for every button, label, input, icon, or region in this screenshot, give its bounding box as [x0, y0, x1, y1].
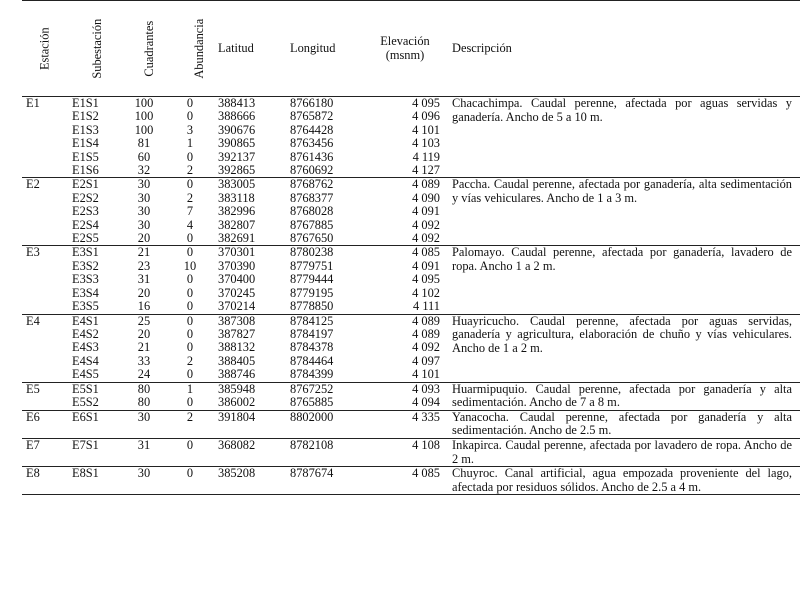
subestacion-cell: E4S1 [66, 314, 120, 328]
latitud-cell: 370214 [218, 299, 256, 314]
abundancia-cell: 0 [186, 326, 194, 341]
elevacion-cell: 4 093 [364, 382, 446, 396]
subestacion-cell: E4S5 [72, 367, 99, 382]
latitud-cell: 388746 [218, 367, 256, 382]
cuadrantes-cell: 20 [137, 231, 151, 246]
station-id-cell [22, 164, 66, 178]
abundancia-cell: 0 [186, 299, 194, 314]
subestacion-cell: E2S1 [66, 178, 120, 192]
latitud-cell: 390676 [218, 122, 256, 137]
description-cell [446, 246, 800, 314]
longitud-cell: 8765872 [290, 109, 334, 124]
cuadrantes-cell: 16 [137, 299, 151, 314]
header-elevacion-unit: (msnm) [385, 47, 425, 62]
latitud-cell: 392865 [218, 163, 256, 178]
longitud-cell: 8778850 [290, 299, 334, 314]
abundancia-cell: 0 [186, 149, 194, 164]
latitud-cell: 388405 [218, 353, 256, 368]
abundancia-cell: 0 [186, 285, 194, 300]
longitud-cell: 8760692 [290, 163, 334, 178]
abundancia-cell: 0 [168, 246, 212, 260]
elevacion-cell: 4 094 [412, 395, 440, 410]
cuadrantes-cell: 30 [120, 178, 168, 192]
subestacion-cell: E2S2 [72, 190, 99, 205]
station-id-cell [22, 192, 66, 205]
cuadrantes-cell: 30 [120, 467, 168, 495]
table-row [22, 178, 800, 192]
cuadrantes-cell: 21 [137, 340, 151, 355]
cuadrantes-cell: 100 [134, 96, 154, 110]
station-id-cell [22, 110, 66, 123]
elevacion-cell: 4 092 [412, 340, 440, 355]
elevacion-cell: 4 103 [412, 136, 440, 151]
longitud-cell: 8768028 [290, 204, 334, 219]
latitud-cell: 383005 [212, 178, 286, 192]
longitud-cell: 8784464 [290, 353, 334, 368]
description-text: Chuyroc. Canal artificial, agua empozada proveniente del lago, afectada por residuos sólidos. Ancho de 2.5 a 4 m. [452, 466, 792, 494]
subestacion-cell: E2S4 [72, 217, 99, 232]
table-row [22, 382, 800, 396]
longitud-cell: 8784125 [286, 314, 364, 328]
header-subestacion: Subestación [90, 18, 105, 79]
cuadrantes-cell: 100 [134, 109, 154, 124]
station-id-cell [22, 328, 66, 341]
elevacion-cell: 4 101 [412, 122, 440, 137]
station-id-cell [22, 341, 66, 354]
longitud-cell: 8802000 [286, 410, 364, 438]
longitud-cell: 8768762 [286, 178, 364, 192]
abundancia-cell: 2 [168, 410, 212, 438]
header-estacion: Estación [37, 27, 52, 70]
station-id-cell [22, 137, 66, 150]
station-id-cell [22, 124, 66, 137]
description-cell [446, 438, 800, 466]
elevacion-cell: 4 089 [412, 326, 440, 341]
station-id-cell [22, 273, 66, 286]
longitud-cell: 8767252 [286, 382, 364, 396]
station-id-cell: E5 [22, 382, 66, 396]
header-elevacion-label: Elevación [380, 34, 430, 49]
longitud-cell: 8768377 [290, 190, 334, 205]
cuadrantes-cell: 31 [120, 438, 168, 466]
station-id-cell [22, 232, 66, 246]
elevacion-cell: 4 108 [364, 438, 446, 466]
description-cell [446, 382, 800, 410]
description-text: Yanacocha. Caudal perenne, afectada por ganadería y alta sedimentación. Ancho de 2.5 m. [452, 409, 792, 438]
longitud-cell: 8787674 [286, 467, 364, 495]
subestacion-cell: E1S2 [72, 109, 99, 124]
longitud-cell: 8766180 [290, 96, 334, 110]
latitud-cell: 385948 [212, 382, 286, 396]
cuadrantes-cell: 30 [120, 410, 168, 438]
longitud-cell: 8765885 [290, 395, 334, 410]
latitud-cell: 368082 [212, 438, 286, 466]
stations-table-container [22, 0, 800, 495]
subestacion-cell: E5S1 [66, 382, 120, 396]
header-abundancia: Abundancia [192, 18, 207, 79]
table-header [22, 1, 800, 97]
abundancia-cell: 0 [186, 96, 194, 110]
elevacion-cell: 4 095 [412, 272, 440, 287]
description-cell [446, 97, 800, 178]
cuadrantes-cell: 80 [137, 395, 151, 410]
elevacion-cell: 4 127 [412, 163, 440, 178]
elevacion-cell: 4 097 [412, 353, 440, 368]
subestacion-cell: E3S1 [66, 246, 120, 260]
subestacion-cell: E3S5 [72, 299, 99, 314]
elevacion-cell: 4 101 [412, 367, 440, 382]
latitud-cell: 391804 [212, 410, 286, 438]
abundancia-cell: 2 [186, 190, 194, 205]
longitud-cell: 8784197 [290, 326, 334, 341]
header-descripcion: Descripción [452, 40, 512, 55]
table-row [22, 438, 800, 466]
header-elevacion [364, 1, 446, 97]
table-row [22, 97, 800, 111]
abundancia-cell: 0 [186, 272, 194, 287]
cuadrantes-cell: 60 [137, 149, 151, 164]
subestacion-cell: E2S5 [72, 231, 99, 246]
longitud-cell: 8767650 [290, 231, 334, 246]
longitud-cell: 8764428 [290, 122, 334, 137]
station-id-cell: E1 [26, 96, 40, 110]
subestacion-cell: E1S5 [72, 149, 99, 164]
cuadrantes-cell: 20 [137, 326, 151, 341]
subestacion-cell: E7S1 [66, 438, 120, 466]
table-row [22, 246, 800, 260]
description-text: Huarmipuquio. Caudal perenne, afectada por ganadería y alta sedimentación. Ancho de 7 a 8 m. [452, 381, 792, 410]
cuadrantes-cell: 30 [137, 204, 151, 219]
subestacion-cell: E5S2 [72, 395, 99, 410]
subestacion-cell: E4S3 [72, 340, 99, 355]
abundancia-cell: 0 [168, 438, 212, 466]
table-row [22, 467, 800, 495]
latitud-cell: 382691 [218, 231, 256, 246]
subestacion-cell: E1S3 [72, 122, 99, 137]
station-id-cell [22, 396, 66, 410]
cuadrantes-cell: 24 [137, 367, 151, 382]
station-id-cell [22, 205, 66, 218]
subestacion-cell: E1S4 [72, 136, 99, 151]
cuadrantes-cell: 25 [120, 314, 168, 328]
abundancia-cell: 1 [186, 136, 194, 151]
description-cell [446, 178, 800, 246]
station-id-cell [22, 260, 66, 273]
abundancia-cell: 0 [186, 109, 194, 124]
table-body [22, 97, 800, 495]
subestacion-cell: E3S2 [72, 258, 99, 273]
elevacion-cell: 4 092 [412, 231, 440, 246]
header-cuadrantes: Cuadrantes [142, 20, 157, 77]
description-text: Inkapirca. Caudal perenne, afectada por lavadero de ropa. Ancho de 2 m. [452, 437, 792, 466]
elevacion-cell: 4 096 [412, 109, 440, 124]
station-id-cell: E8 [22, 467, 66, 495]
cuadrantes-cell: 33 [137, 353, 151, 368]
subestacion-cell: E4S4 [72, 353, 99, 368]
elevacion-cell: 4 119 [412, 149, 440, 164]
latitud-cell: 370245 [218, 285, 256, 300]
latitud-cell: 383118 [218, 190, 255, 205]
longitud-cell: 8779195 [290, 285, 334, 300]
subestacion-cell: E2S3 [72, 204, 99, 219]
subestacion-cell: E1S6 [72, 163, 99, 178]
subestacion-cell: E3S4 [72, 285, 99, 300]
station-id-cell: E3 [22, 246, 66, 260]
abundancia-cell: 3 [186, 122, 194, 137]
cuadrantes-cell: 32 [137, 163, 151, 178]
elevacion-cell: 4 085 [364, 246, 446, 260]
elevacion-cell: 4 091 [412, 204, 440, 219]
abundancia-cell: 10 [183, 258, 197, 273]
elevacion-cell: 4 089 [364, 314, 446, 328]
elevacion-cell: 4 335 [364, 410, 446, 438]
station-id-cell [22, 368, 66, 382]
latitud-cell: 386002 [218, 395, 256, 410]
latitud-cell: 388132 [218, 340, 256, 355]
abundancia-cell: 7 [186, 204, 194, 219]
longitud-cell: 8763456 [290, 136, 334, 151]
elevacion-cell: 4 089 [364, 178, 446, 192]
elevacion-cell: 4 090 [412, 190, 440, 205]
elevacion-cell: 4 092 [412, 217, 440, 232]
stations-table [22, 0, 800, 495]
elevacion-cell: 4 095 [412, 96, 440, 110]
station-id-cell [22, 151, 66, 164]
header-latitud: Latitud [218, 40, 254, 55]
elevacion-cell: 4 111 [413, 299, 440, 314]
longitud-cell: 8780238 [286, 246, 364, 260]
station-id-cell [22, 219, 66, 232]
latitud-cell: 388413 [218, 96, 256, 110]
description-cell [446, 467, 800, 495]
latitud-cell: 387308 [212, 314, 286, 328]
abundancia-cell: 0 [186, 395, 194, 410]
cuadrantes-cell: 30 [137, 190, 151, 205]
longitud-cell: 8784378 [290, 340, 334, 355]
abundancia-cell: 0 [168, 467, 212, 495]
description-cell [446, 410, 800, 438]
elevacion-cell: 4 102 [412, 285, 440, 300]
cuadrantes-cell: 20 [137, 285, 151, 300]
longitud-cell: 8767885 [290, 217, 334, 232]
table-row [22, 314, 800, 328]
latitud-cell: 382807 [218, 217, 256, 232]
latitud-cell: 388666 [218, 109, 256, 124]
description-text: Huayricucho. Caudal perenne, afectada por aguas servidas, ganadería y agricultura, elaboración de chuño y vías vehiculares. Ancho de 1 a 2 m. [452, 313, 792, 355]
abundancia-cell: 0 [186, 340, 194, 355]
station-id-cell [22, 300, 66, 314]
cuadrantes-cell: 31 [137, 272, 151, 287]
latitud-cell: 370301 [212, 246, 286, 260]
station-id-cell [22, 355, 66, 368]
station-id-cell: E7 [22, 438, 66, 466]
cuadrantes-cell: 80 [120, 382, 168, 396]
latitud-cell: 382996 [218, 204, 256, 219]
subestacion-cell: E6S1 [66, 410, 120, 438]
longitud-cell: 8784399 [290, 367, 334, 382]
abundancia-cell: 0 [168, 314, 212, 328]
cuadrantes-cell: 21 [120, 246, 168, 260]
abundancia-cell: 2 [186, 163, 194, 178]
latitud-cell: 387827 [218, 326, 256, 341]
cuadrantes-cell: 100 [134, 122, 154, 137]
elevacion-cell: 4 091 [412, 258, 440, 273]
station-id-cell: E4 [22, 314, 66, 328]
cuadrantes-cell: 81 [137, 136, 151, 151]
subestacion-cell: E8S1 [66, 467, 120, 495]
subestacion-cell: E4S2 [72, 326, 99, 341]
longitud-cell: 8761436 [290, 149, 334, 164]
station-id-cell: E6 [22, 410, 66, 438]
longitud-cell: 8779751 [290, 258, 334, 273]
cuadrantes-cell: 30 [137, 217, 151, 232]
latitud-cell: 392137 [218, 149, 256, 164]
abundancia-cell: 2 [186, 353, 194, 368]
subestacion-cell: E3S3 [72, 272, 99, 287]
station-id-cell: E2 [22, 178, 66, 192]
elevacion-cell: 4 085 [364, 467, 446, 495]
longitud-cell: 8782108 [286, 438, 364, 466]
latitud-cell: 390865 [218, 136, 256, 151]
cuadrantes-cell: 23 [137, 258, 151, 273]
longitud-cell: 8779444 [290, 272, 334, 287]
abundancia-cell: 4 [186, 217, 194, 232]
abundancia-cell: 1 [168, 382, 212, 396]
table-row [22, 410, 800, 438]
header-longitud: Longitud [290, 40, 336, 55]
abundancia-cell: 0 [186, 231, 194, 246]
description-text: Chacachimpa. Caudal perenne, afectada por aguas servidas y ganadería. Ancho de 5 a 10 m. [452, 96, 792, 124]
latitud-cell: 370400 [218, 272, 256, 287]
station-id-cell [22, 287, 66, 300]
description-text: Palomayo. Caudal perenne, afectada por ganadería, lavadero de ropa. Ancho 1 a 2 m. [452, 245, 792, 274]
description-text: Paccha. Caudal perenne, afectada por ganadería, alta sedimentación y vías vehiculares. Ancho de 1 a 3 m. [452, 177, 792, 206]
subestacion-cell: E1S1 [72, 96, 99, 110]
abundancia-cell: 0 [168, 178, 212, 192]
latitud-cell: 370390 [218, 258, 256, 273]
abundancia-cell: 0 [186, 367, 194, 382]
latitud-cell: 385208 [212, 467, 286, 495]
description-cell [446, 314, 800, 382]
